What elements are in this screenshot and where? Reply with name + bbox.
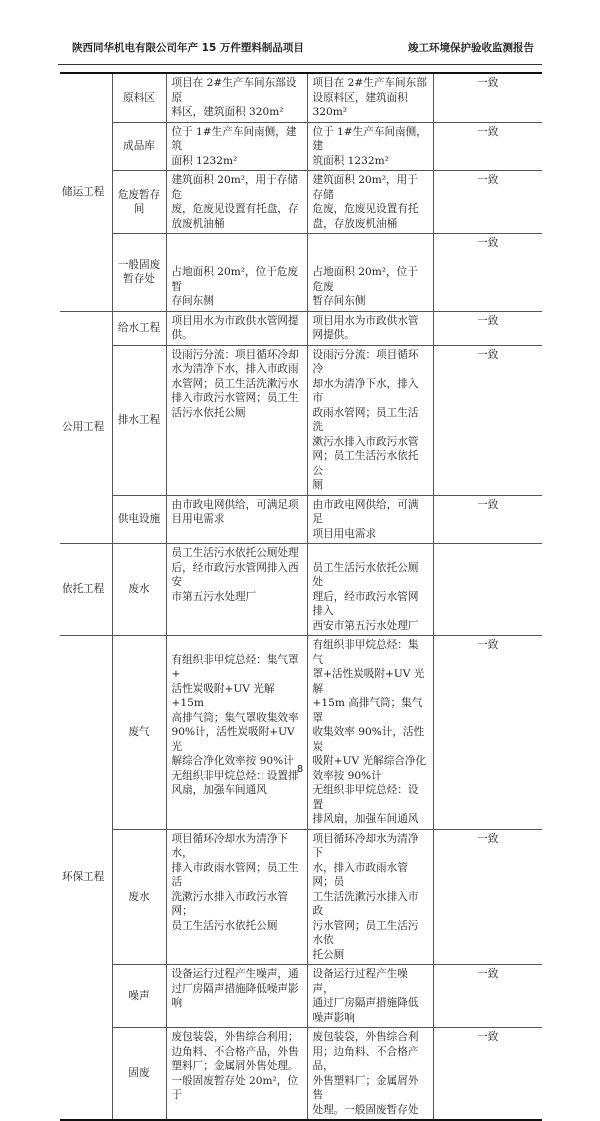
item-cell: 噪声 bbox=[112, 965, 166, 1028]
item-cell: 固废 bbox=[112, 1028, 166, 1121]
actual-cell: 位于 1#生产车间南侧，建 筑面积 1232m² bbox=[307, 122, 433, 171]
design-cell: 由市政电网供给，可满足项 目用电需求 bbox=[166, 495, 307, 544]
design-cell: 项目用水为市政供水管网提 供。 bbox=[166, 311, 307, 345]
actual-cell: 项目用水为市政供水管 网提供。 bbox=[307, 311, 433, 345]
category-cell: 依托工程 bbox=[60, 544, 112, 636]
design-cell: 项目循环冷却水为清净下水， 排入市政雨水管网；员工生活 洗漱污水排入市政污水管网； 员工生活污水依托公厕 bbox=[166, 829, 307, 965]
page-number: 8 bbox=[296, 764, 304, 775]
table-row bbox=[60, 122, 542, 171]
item-cell: 废气 bbox=[112, 636, 166, 830]
table-row bbox=[60, 234, 542, 312]
item-cell: 排水工程 bbox=[112, 345, 166, 495]
page-header bbox=[60, 40, 540, 60]
design-cell: 废包装袋，外售综合利用； 边角料、不合格产品，外售 塑料厂；金属屑外售处理。 一般固废暂存处 20m²，位于 bbox=[166, 1028, 307, 1121]
actual-cell: 设雨污分流：项目循环冷 却水为清净下水，排入市 政雨水管网；员工生活洗 漱污水排入市政污水管 网；员工生活污水依托公 厕 bbox=[307, 345, 433, 495]
actual-cell: 废包装袋，外售综合利 用；边角料、不合格产品， 外售塑料厂；金属屑外售 处理。一般固废暂存处 bbox=[307, 1028, 433, 1121]
result-cell bbox=[433, 544, 542, 636]
actual-cell: 设备运行过程产生噪声， 通过厂房隔声措施降低 噪声影响 bbox=[307, 965, 433, 1028]
table-row bbox=[60, 345, 542, 495]
header-divider bbox=[58, 64, 542, 65]
actual-cell: 项目循环冷却水为清净下 水，排入市政雨水管网；员 工生活洗漱污水排入市政 污水管网；员工生活污水依 托公厕 bbox=[307, 829, 433, 965]
design-cell: 位于 1#生产车间南侧，建筑 面积 1232m² bbox=[166, 122, 307, 171]
table-row bbox=[60, 311, 542, 345]
result-cell: 一致 bbox=[433, 1028, 542, 1121]
item-cell: 危废暂存 间 bbox=[112, 171, 166, 234]
design-cell: 建筑面积 20m²，用于存储危 废，危废见设置有托盘，存 放废机油桶 bbox=[166, 171, 307, 234]
design-cell: 设备运行过程产生噪声，通 过厂房隔声措施降低噪声影 响 bbox=[166, 965, 307, 1028]
result-cell: 一致 bbox=[433, 234, 542, 312]
result-cell: 一致 bbox=[433, 73, 542, 122]
actual-cell: 由市政电网供给，可满足 项目用电需求 bbox=[307, 495, 433, 544]
result-cell: 一致 bbox=[433, 122, 542, 171]
design-cell: 占地面积 20m²，位于危废暂 存间东侧 bbox=[166, 234, 307, 312]
result-cell: 一致 bbox=[433, 311, 542, 345]
actual-cell: 有组织非甲烷总烃：集气 罩+活性炭吸附+UV 光解 +15m 高排气筒；集气罩 收集效率 90%计，活性炭 吸附+UV 光解综合净化 效率按 90%计 无组织非甲烷总烃：设置 排风扇，加强车间通风 bbox=[307, 636, 433, 830]
result-cell: 一致 bbox=[433, 636, 542, 830]
item-cell: 废水 bbox=[112, 544, 166, 636]
table-row bbox=[60, 829, 542, 965]
actual-cell: 占地面积 20m²，位于危废 暂存间东侧 bbox=[307, 234, 433, 312]
actual-cell: 员工生活污水依托公厕处 理后，经市政污水管网排入 西安市第五污水处理厂 bbox=[307, 544, 433, 636]
item-cell: 成品库 bbox=[112, 122, 166, 171]
result-cell: 一致 bbox=[433, 965, 542, 1028]
construction-comparison-table bbox=[60, 72, 542, 1121]
table-row bbox=[60, 965, 542, 1028]
header-report-title: 竣工环境保护验收监测报告 bbox=[408, 42, 534, 54]
item-cell: 给水工程 bbox=[112, 311, 166, 345]
actual-cell: 项目在 2#生产车间东部 设原料区，建筑面积 320m² bbox=[307, 73, 433, 122]
item-cell: 废水 bbox=[112, 829, 166, 965]
category-cell: 储运工程 bbox=[60, 73, 112, 311]
table-row bbox=[60, 495, 542, 544]
category-cell: 公用工程 bbox=[60, 311, 112, 544]
result-cell: 一致 bbox=[433, 829, 542, 965]
table-row bbox=[60, 544, 542, 636]
item-cell: 原料区 bbox=[112, 73, 166, 122]
table-row bbox=[60, 636, 542, 830]
actual-cell: 建筑面积 20m²，用于存储 危废，危废见设置有托 盘，存放废机油桶 bbox=[307, 171, 433, 234]
result-cell: 一致 bbox=[433, 171, 542, 234]
design-cell: 项目在 2#生产车间东部设原 料区，建筑面积 320m² bbox=[166, 73, 307, 122]
design-cell: 有组织非甲烷总烃：集气罩+ 活性炭吸附+UV 光解+15m 高排气筒；集气罩收集效率 90%计，活性炭吸附+UV 光 解综合净化效率按 90%计 无组织非甲烷总烃：设置排 风扇，加强车间通风 bbox=[166, 636, 307, 830]
result-cell: 一致 bbox=[433, 345, 542, 495]
header-project-title: 陕西同华机电有限公司年产 15 万件塑料制品项目 bbox=[72, 42, 304, 54]
item-cell: 一般固废 暂存处 bbox=[112, 234, 166, 312]
item-cell: 供电设施 bbox=[112, 495, 166, 544]
table-row bbox=[60, 73, 542, 122]
result-cell: 一致 bbox=[433, 495, 542, 544]
design-cell: 设雨污分流：项目循环冷却 水为清净下水，排入市政雨 水管网；员工生活洗漱污水 排入市政污水管网；员工生 活污水依托公厕 bbox=[166, 345, 307, 495]
design-cell: 员工生活污水依托公厕处理 后，经市政污水管网排入西安 市第五污水处理厂 bbox=[166, 544, 307, 636]
table-row bbox=[60, 171, 542, 234]
category-cell: 环保工程 bbox=[60, 636, 112, 1121]
table-row bbox=[60, 1028, 542, 1121]
